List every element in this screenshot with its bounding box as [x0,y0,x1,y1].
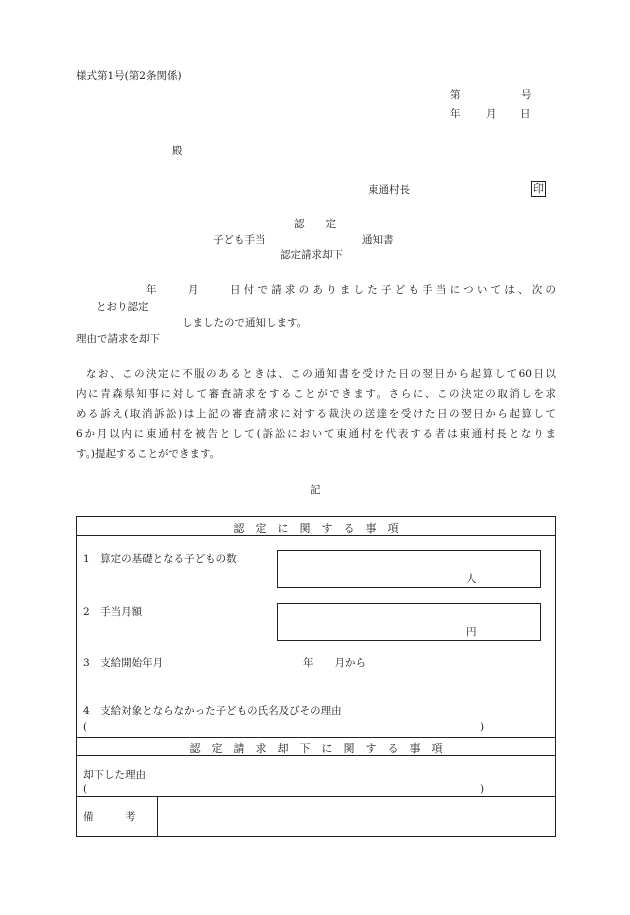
item4-label: 4 支給対象とならなかった子どもの氏名及びその理由 [83,705,342,717]
divider [77,755,555,756]
section-certification-header: 認 定 に 関 す る 事 項 [233,522,399,535]
divider [77,737,555,738]
doc-number-suffix: 号 [521,89,532,101]
ki-heading: 記 [310,484,321,496]
body-line2: とおり認定 [96,301,149,313]
body-year-label: 年 [146,284,157,296]
doc-number-prefix: 第 [450,89,461,101]
issuer-name: 東通村長 [368,184,410,196]
appeal-notice [76,364,556,464]
title-suffix: 通知書 [362,234,394,246]
item3-value: 年 月から [303,657,366,669]
item4-open-paren: ( [83,721,88,733]
remarks-field[interactable] [158,797,555,836]
monthly-amount-field[interactable] [277,603,541,641]
item2-unit: 円 [466,626,477,638]
body-line4: 理由で請求を却下 [76,333,160,345]
section-rejection-header: 認 定 請 求 却 下 に 関 す る 事 項 [189,742,443,755]
appeal-notice-line: 6か月以内に東通村を被告として(訴訟において東通村を代表する者は東通村長となりま [76,428,556,440]
item1-label: 1 算定の基礎となる子どもの数 [83,553,237,565]
title-main: 子ども手当 [213,234,266,246]
item4-close-paren: ) [480,721,485,733]
item3-label: 3 支給開始年月 [83,657,164,669]
remarks-label: 備 考 [83,811,136,823]
date-day-label: 日 [520,108,531,120]
item2-label: 2 手当月額 [83,606,143,618]
reject-close-paren: ) [480,783,485,795]
body-line3: しましたので通知します。 [182,317,308,329]
title-option-certify: 認 定 [294,218,336,230]
item1-unit: 人 [466,573,477,585]
addressee-suffix: 殿 [172,145,183,157]
date-month-label: 月 [486,108,497,120]
reject-reason-label: 却下した理由 [83,769,146,781]
body-month-label: 月 [188,284,199,296]
appeal-notice-line: める訴え(取消訴訟)は上記の審査請求に対する裁決の送達を受けた日の翌日から起算して [76,408,556,420]
reject-open-paren: ( [83,783,88,795]
title-option-reject: 認定請求却下 [280,249,343,261]
body-line1-rest: 日付で請求のありました子ども手当については、次の [230,284,556,296]
form-number: 様式第1号(第2条関係) [76,70,182,82]
children-count-field[interactable] [277,550,541,588]
appeal-notice-line: す。)提起することができます。 [76,448,221,460]
appeal-notice-line: なお、この決定に不服のあるときは、この通知書を受けた日の翌日から起算して60日以 [86,368,556,380]
appeal-notice-line: 内に青森県知事に対して審査請求をすることができます。さらに、この決定の取消しを求 [76,388,556,400]
divider [77,535,555,536]
seal-mark: 印 [533,182,544,195]
date-year-label: 年 [450,108,461,120]
details-table [76,516,556,837]
